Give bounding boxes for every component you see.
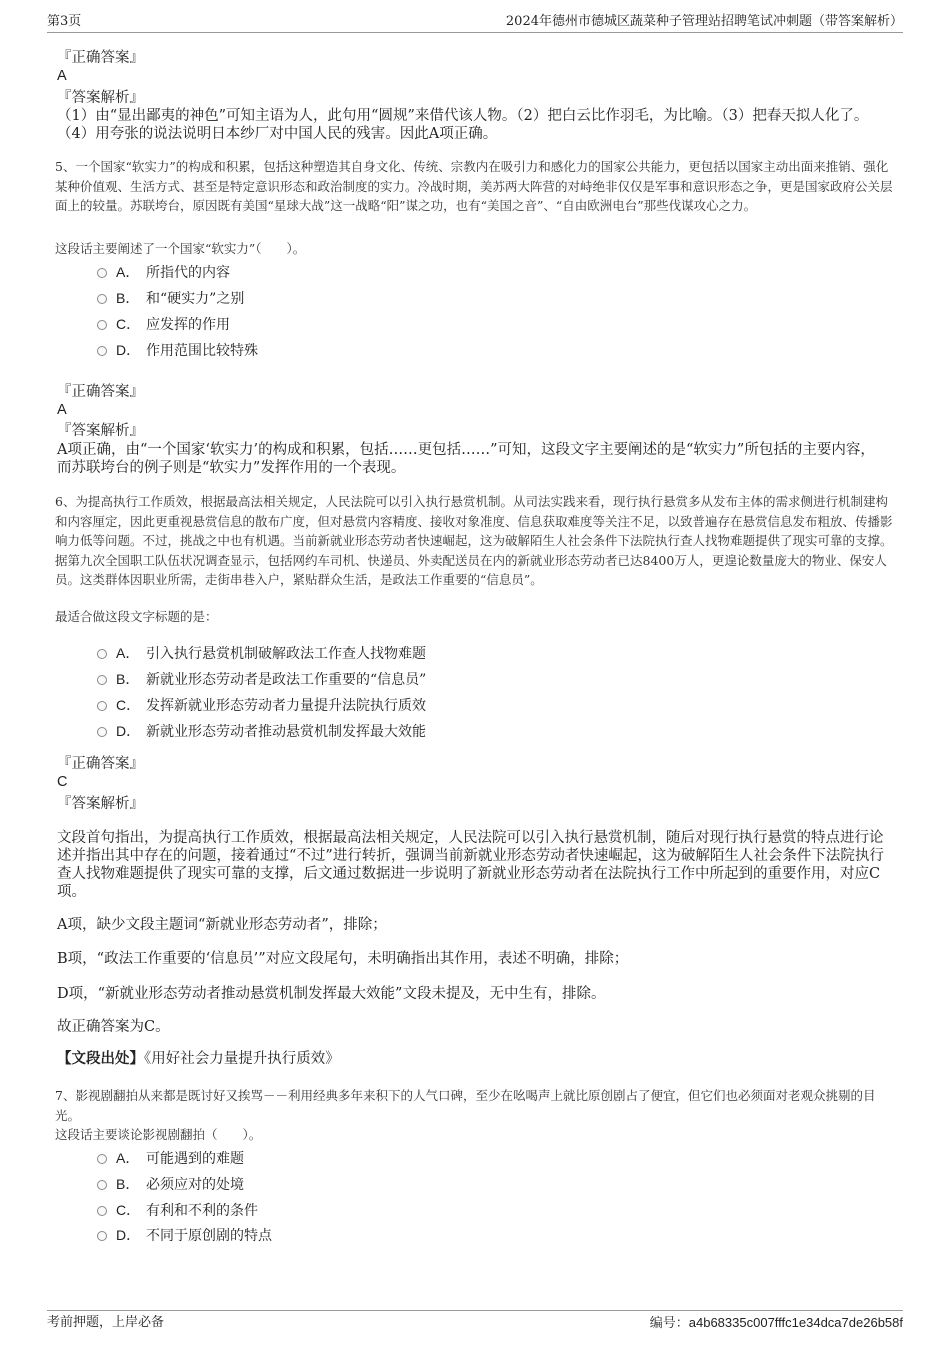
q5-option-c[interactable]: [97, 314, 697, 335]
document-code: [650, 1313, 903, 1334]
q7-option-c[interactable]: [97, 1200, 697, 1221]
q7-option-d[interactable]: [97, 1225, 697, 1246]
option-text: 发挥新就业形态劳动者力量提升法院执行质效: [146, 698, 426, 714]
radio-button-icon[interactable]: [97, 346, 107, 356]
option-key: D．: [116, 342, 141, 358]
page-footer: [47, 1310, 903, 1331]
radio-button-icon[interactable]: [97, 1180, 107, 1190]
q4-analysis: （1）由“显出鄙夷的神色”可知主语为人，此句用“圆规”来借代该人物。（2）把白云比作羽毛，为比喻。（3）把春天拟人化了。（4）用夸张的说法说明日本纱厂对中国人民的残害。因此A项正确。: [57, 108, 869, 142]
q5-option-b[interactable]: [97, 288, 697, 309]
radio-button-icon[interactable]: [97, 675, 107, 685]
radio-button-icon[interactable]: [97, 649, 107, 659]
code-label: 编号：: [649, 1316, 689, 1331]
q6-analysis-main: 文段首句指出，为提高执行工作质效，根据最高法相关规定，人民法院可以引入执行悬赏机制，随后对现行执行悬赏的特点进行论述并指出其中存在的问题，接着通过“不过”进行转折，强调当前新就业形态劳动者快速崛起，这为破解陌生人社会条件下法院执行查人找物难题提供了现实可靠的支撑，后文通过数据进一步说明了新就业形态劳动者在法院执行工作中所起到的重要作用，对应C项。: [57, 830, 884, 900]
q6-analysis-d: D项，“新就业形态劳动者推动悬赏机制发挥最大效能”文段未提及，无中生有，排除。: [57, 986, 606, 1002]
page-number: 第3页: [47, 14, 82, 29]
q5-analysis-label: 『答案解析』: [57, 423, 144, 439]
document-title: 2024年德州市德城区蔬菜种子管理站招聘笔试冲刺题（带答案解析）: [505, 14, 903, 29]
q4-answer-label: 『正确答案』: [57, 50, 144, 66]
option-text: 所指代的内容: [146, 265, 230, 281]
q5-option-a[interactable]: [97, 262, 697, 283]
option-text: 有利和不利的条件: [146, 1203, 258, 1219]
q6-source: [57, 1050, 897, 1068]
q4-analysis-label: 『答案解析』: [57, 90, 144, 106]
option-key: C．: [116, 316, 141, 332]
q6-passage: 6、为提高执行工作质效，根据最高法相关规定，人民法院可以引入执行悬赏机制。从司法实践来看，现行执行悬赏多从发布主体的需求侧进行机制建构和内容厘定，因此更重视悬赏信息的散布广度，但对悬赏内容精度、接收对象准度、信息获取难度等关注不足，以致普遍存在悬赏信息发布粗放、传播影响力低等问题。不过，挑战之中也有机遇。当前新就业形态劳动者快速崛起，这为破解陌生人社会条件下法院执行查人找物难题提供了现实可靠的支撑。据第九次全国职工队伍状况调查显示，包括网约车司机、快递员、外卖配送员在内的新就业形态劳动者已达8400万人，更遑论数量庞大的物业、保安人员。这类群体因职业所需，走街串巷入户，紧贴群众生活，是政法工作重要的“信息员”。: [55, 494, 893, 587]
radio-button-icon[interactable]: [97, 268, 107, 278]
option-key: B．: [116, 1176, 140, 1192]
radio-button-icon[interactable]: [97, 1154, 107, 1164]
option-key: A．: [116, 645, 140, 661]
q5-stem: 这段话主要阐述了一个国家“软实力”（ ）。: [55, 241, 306, 256]
q7-option-a[interactable]: [97, 1148, 697, 1169]
q6-analysis-b: B项，“政法工作重要的‘信息员’”对应文段尾句，未明确指出其作用，表述不明确，排除；: [57, 951, 629, 967]
q5-option-d[interactable]: [97, 340, 697, 361]
option-text: 新就业形态劳动者推动悬赏机制发挥最大效能: [146, 724, 426, 740]
q6-option-d[interactable]: [97, 721, 697, 742]
option-key: D．: [116, 723, 141, 739]
page-header: [47, 14, 903, 33]
radio-button-icon[interactable]: [97, 294, 107, 304]
q7-passage: 7、影视剧翻拍从来都是既讨好又挨骂－－利用经典多年来积下的人气口碑，至少在吆喝声上就比原创剧占了便宜，但它们也必须面对老观众挑剔的目光。: [55, 1088, 876, 1123]
option-text: 和“硬实力”之别: [146, 291, 245, 307]
option-key: C．: [116, 697, 141, 713]
option-key: B．: [116, 671, 140, 687]
code-value: a4b68335c007fffc1e34dca7de26b58f: [688, 1315, 903, 1330]
q5-analysis: A项正确，由“一个国家‘软实力’的构成和积累，包括……更包括……”可知，这段文字主要阐述的是“软实力”所包括的主要内容，而苏联垮台的例子则是“软实力”发挥作用的一个表现。: [57, 442, 875, 476]
radio-button-icon[interactable]: [97, 727, 107, 737]
source-title: 《用好社会力量提升执行质效》: [144, 1051, 340, 1067]
q6-conclusion: 故正确答案为C。: [57, 1019, 170, 1035]
radio-button-icon[interactable]: [97, 1206, 107, 1216]
q6-answer: C: [57, 774, 68, 790]
q7-option-b[interactable]: [97, 1174, 697, 1195]
radio-button-icon[interactable]: [97, 701, 107, 711]
q6-answer-label: 『正确答案』: [57, 756, 144, 772]
q6-stem: 最适合做这段文字标题的是：: [55, 609, 218, 624]
option-text: 必须应对的处境: [146, 1177, 244, 1193]
q6-option-c[interactable]: [97, 695, 697, 716]
q6-analysis-label: 『答案解析』: [57, 796, 144, 812]
radio-button-icon[interactable]: [97, 320, 107, 330]
option-text: 作用范围比较特殊: [146, 343, 258, 359]
source-label: 【文段出处】: [57, 1050, 144, 1067]
option-text: 不同于原创剧的特点: [146, 1228, 272, 1244]
q6-option-b[interactable]: [97, 669, 697, 690]
q5-answer: A: [57, 402, 67, 418]
q7-stem: 这段话主要谈论影视剧翻拍（ ）。: [55, 1127, 262, 1142]
option-key: A．: [116, 264, 140, 280]
footer-slogan: 考前押题，上岸必备: [47, 1315, 165, 1330]
option-text: 新就业形态劳动者是政法工作重要的“信息员”: [146, 672, 427, 688]
q4-answer: A: [57, 68, 67, 84]
option-key: B．: [116, 290, 140, 306]
radio-button-icon[interactable]: [97, 1231, 107, 1241]
option-key: A．: [116, 1150, 140, 1166]
q5-passage: 5、一个国家“软实力”的构成和积累，包括这种塑造其自身文化、传统、宗教内在吸引力和感化力的国家公共能力，更包括以国家主动出面来推销、强化某种价值观、生活方式、甚至是特定意识形态和政治制度的实力。冷战时期，美苏两大阵营的对峙绝非仅仅是军事和意识形态之争，更是国家政府公关层面上的较量。苏联垮台，原因既有美国“星球大战”这一战略“阳”谋之功，也有“美国之音”、“自由欧洲电台”那些伐谋攻心之力。: [55, 159, 893, 213]
option-text: 应发挥的作用: [146, 317, 230, 333]
option-text: 引入执行悬赏机制破解政法工作查人找物难题: [146, 646, 426, 662]
option-text: 可能遇到的难题: [146, 1151, 244, 1167]
option-key: D．: [116, 1227, 141, 1243]
q6-option-a[interactable]: [97, 643, 697, 664]
q6-analysis-a: A项，缺少文段主题词“新就业形态劳动者”，排除；: [57, 917, 387, 933]
q5-answer-label: 『正确答案』: [57, 384, 144, 400]
option-key: C．: [116, 1202, 141, 1218]
